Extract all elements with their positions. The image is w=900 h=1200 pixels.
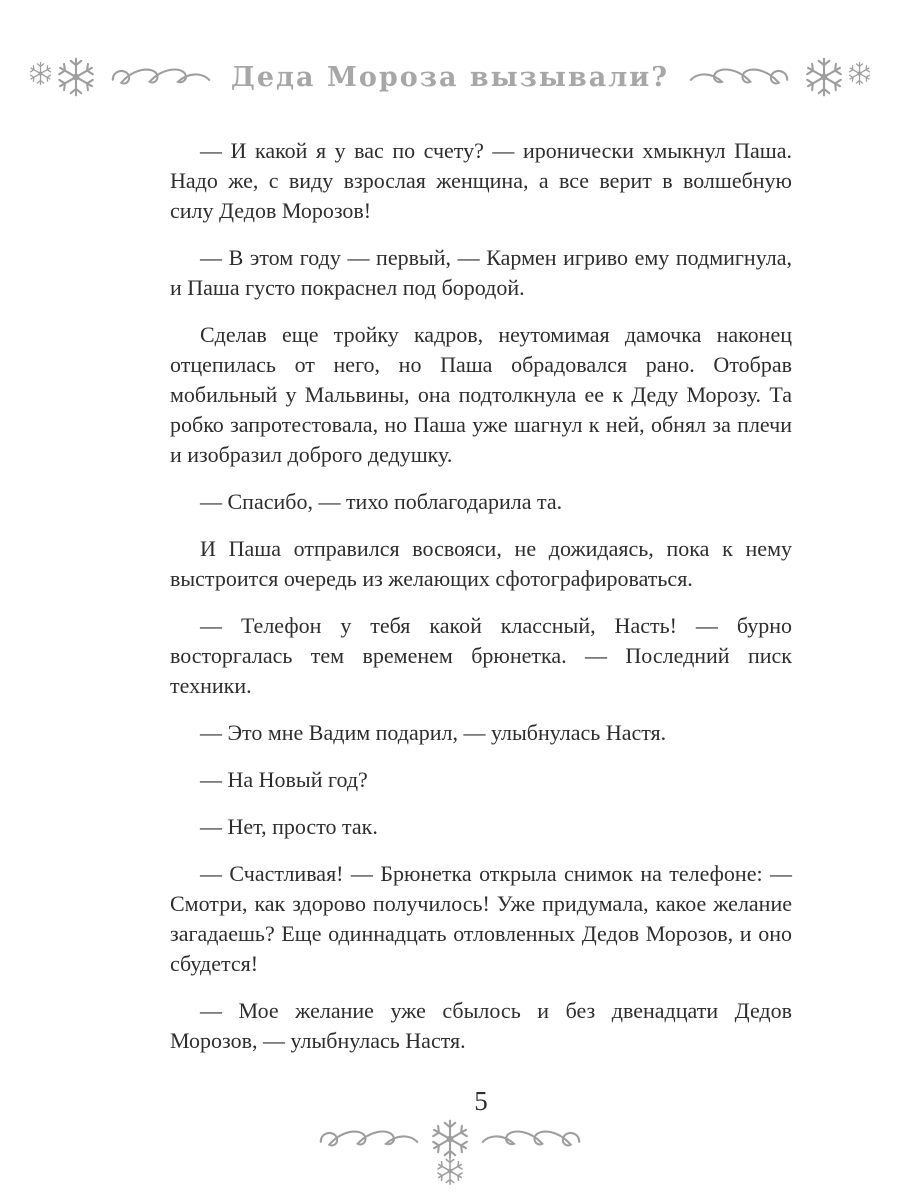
paragraph: И Паша отправился восвояси, не дожидаясь, пока к нему выстроится очередь из желающих сфотографироваться. (170, 536, 792, 591)
paragraph: — В этом году — первый, — Кармен игриво ему подмигнула, и Паша густо покраснел под бородой. (170, 245, 792, 300)
paragraph: — На Новый год? (200, 767, 368, 792)
snowflake-icon (803, 56, 845, 98)
swirl-flourish-icon (317, 1126, 421, 1152)
paragraph: Сделав еще тройку кадров, неутомимая дамочка наконец отцепилась от него, но Паша обрадовался рано. Отобрав мобильный у Мальвины, она подтолкнула ее к Деду Морозу. Та робко запротестовала, но Паша уже шагнул к ней, обнял за плечи и изобразил доброго дедушку. (170, 322, 792, 467)
snowflake-cluster-right (803, 56, 872, 98)
snowflake-icon (435, 1156, 465, 1186)
swirl-flourish-icon (109, 64, 213, 90)
paragraph: — Нет, просто так. (200, 814, 378, 839)
swirl-flourish-icon (479, 1126, 583, 1152)
paragraph: — Телефон у тебя какой классный, Насть! — бурно восторгалась тем временем брюнетка. — Последний писк техники. (170, 613, 792, 698)
footer-ornament (0, 1118, 900, 1186)
paragraph: — Счастливая! — Брюнетка открыла снимок на телефоне: — Смотри, как здорово получилось! Уже придумала, какое желание загадаешь? Еще одиннадцать отловленных Дедов Морозов, и оно сбудется! (170, 861, 792, 976)
paragraph: — Это мне Вадим подарил, — улыбнулась Настя. (200, 720, 667, 745)
snowflake-icon (55, 56, 97, 98)
footer-ornament-row (317, 1118, 583, 1160)
text-block (170, 136, 792, 1073)
page-number: 5 (474, 1086, 488, 1116)
swirl-flourish-icon (687, 64, 791, 90)
paragraph: — Мое желание уже сбылось и без двенадцати Дедов Морозов, — улыбнулась Настя. (170, 998, 792, 1053)
paragraph: — И какой я у вас по счету? — иронически хмыкнул Паша. Надо же, с виду взрослая женщина, а все верит в волшебную силу Дедов Морозов! (170, 138, 792, 223)
snowflake-icon (847, 61, 872, 86)
page-header (0, 56, 900, 98)
snowflake-icon (429, 1118, 471, 1160)
snowflake-icon (28, 61, 53, 86)
paragraph: — Спасибо, — тихо поблагодарила та. (200, 489, 563, 514)
running-title: Деда Мороза вызывали? (230, 61, 670, 93)
snowflake-cluster-left (28, 56, 97, 98)
